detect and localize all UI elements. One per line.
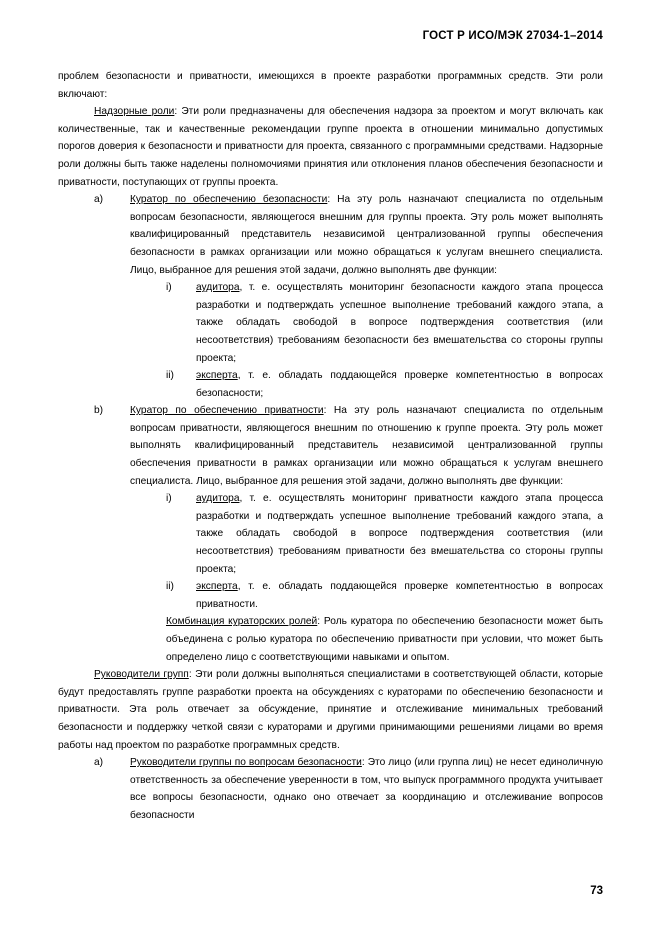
text-auditor: , т. е. осуществлять мониторинг безопасности каждого этапа процесса разработки и подтверждать успешное выполнение требований каждого этапа, а также обладать свободой в вопросе подтверждения соответствия (или несоответствия) требованиям безопасности без вмешательства со стороны группы проекта; — [196, 282, 603, 364]
sub-list-content — [196, 490, 603, 578]
term-group-leaders: Руководители групп — [94, 669, 189, 681]
text-auditor: , т. е. осуществлять мониторинг приватности каждого этапа процесса разработки и подтверждать успешное выполнение требований каждого этапа, а также обладать свободой в вопросе подтверждения соответствия (или несоответствия) требованиям приватности без вмешательства со стороны группы проекта; — [196, 493, 603, 575]
list-marker: b) — [94, 405, 104, 417]
text-combination-roles: : Роль куратора по обеспечению безопасности может быть объединена с ролью куратора по обеспечению приватности при условии, что может быть определено лицо с соответствующими навыками и опытом. — [166, 616, 604, 663]
paragraph-supervisory-roles — [58, 103, 603, 191]
text-expert: , т. е. обладать поддающейся проверке компетентностью в вопросах безопасности; — [196, 370, 603, 399]
term-expert: эксперта — [196, 370, 238, 382]
term-combination-roles: Комбинация кураторских ролей — [166, 616, 318, 628]
page-number: 73 — [590, 885, 603, 897]
list-content — [130, 402, 603, 490]
list-item-b-privacy-curator — [58, 402, 603, 490]
sub-list-item-expert-privacy — [166, 578, 603, 613]
text-security-group-leaders: : Это лицо (или группа лиц) не несет единоличную ответственность за обеспечение уверенности в том, что выпуск программного продукта учитывает все вопросы безопасности, однако оно отвечает за координацию и отслеживание вопросов безопасности — [130, 757, 603, 821]
sub-list-marker: ii) — [166, 581, 174, 593]
sub-list-marker: ii) — [166, 370, 174, 382]
term-supervisory-roles: Надзорные роли — [94, 106, 175, 118]
text-group-leaders: : Эти роли должны выполняться специалистами в соответствующей области, которые будут предоставлять группе разработки проекта на обсуждениях с кураторами по обеспечению безопасности и приватности. Эта роль отвечает за обсуждение, принятие и отслеживание минимальных требований безопасности и поддержку четкой связи с кураторами и другими принимающими решениями лицами во время работы над проектом по разработке программных средств. — [58, 669, 604, 751]
term-security-curator: Куратор по обеспечению безопасности — [130, 194, 328, 206]
sub-list-item-expert-security — [166, 367, 603, 402]
list-marker: a) — [94, 757, 104, 769]
sub-list-marker: i) — [166, 282, 172, 294]
sub-list-content — [196, 279, 603, 367]
text-expert: , т. е. обладать поддающейся проверке компетентностью в вопросах приватности. — [196, 581, 603, 610]
text-security-curator: : На эту роль назначают специалиста по отдельным вопросам безопасности, являющегося внешним для группы проекта. Эту роль может выполнять квалифицированный представитель независимой централизованной группы обеспечения безопасности в рамках организации или можно обращаться к услугам внешнего специалиста. Лицо, выбранное для решения этой задачи, должно выполнять две функции: — [130, 194, 603, 276]
term-auditor: аудитора — [196, 493, 240, 505]
page-body — [58, 68, 603, 825]
sub-list-content — [196, 367, 603, 402]
list-content — [130, 754, 603, 824]
list-content — [130, 191, 603, 279]
sub-list-item-auditor-security — [166, 279, 603, 367]
sub-list-marker: i) — [166, 493, 172, 505]
term-security-group-leaders: Руководители группы по вопросам безопасности — [130, 757, 362, 769]
text-privacy-curator: : На эту роль назначают специалиста по отдельным вопросам приватности, являющегося внешним по отношению к группе проекта. Эту роль может выполнять квалифицированный представитель независимой централизованной группы обеспечения приватности в рамках организации или можно обращаться к услугам внешнего специалиста. Лицо, выбранное для решения этой задачи, должно выполнять две функции: — [130, 405, 603, 487]
term-auditor: аудитора — [196, 282, 240, 294]
term-privacy-curator: Куратор по обеспечению приватности — [130, 405, 324, 417]
paragraph-group-leaders — [58, 666, 603, 754]
list-item-a-security-curator — [58, 191, 603, 279]
sub-list-item-auditor-privacy — [166, 490, 603, 578]
paragraph-combination-roles — [166, 613, 603, 666]
term-expert: эксперта — [196, 581, 238, 593]
list-item-a-security-group-leaders — [58, 754, 603, 824]
sub-list-content — [196, 578, 603, 613]
list-marker: a) — [94, 194, 104, 206]
page-header: ГОСТ Р ИСО/МЭК 27034-1–2014 — [422, 30, 603, 42]
paragraph-intro: проблем безопасности и приватности, имеющихся в проекте разработки программных средств. Эти роли включают: — [58, 71, 603, 100]
text-supervisory-roles: : Эти роли предназначены для обеспечения надзора за проектом и могут включать как количественные, так и качественные рекомендации группе проекта в отношении минимально допустимых порогов доверия к безопасности и приватности для проекта, связанного с программными средствами. Надзорные роли должны быть также наделены полномочиями принятия или отклонения планов обеспечения безопасности и приватности, поступающих от группы проекта. — [58, 106, 604, 188]
